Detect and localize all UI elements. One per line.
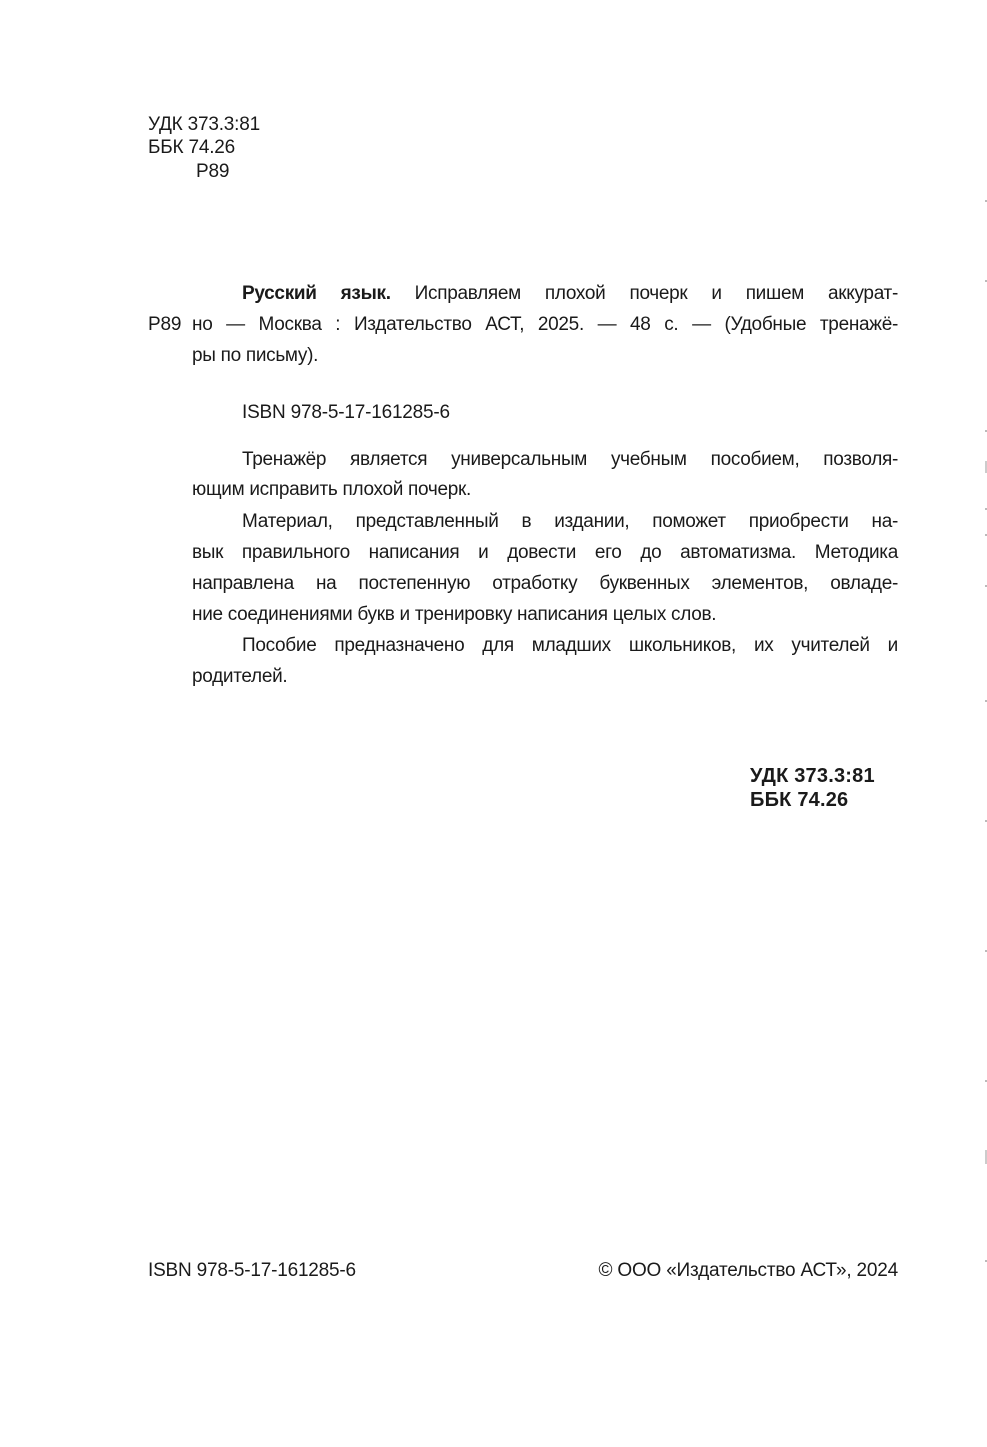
annotation-line: Пособие предназначено для младших школьников, их учителей и [242, 635, 898, 656]
footer-isbn: ISBN 978-5-17-161285-6 [148, 1260, 356, 1281]
annotation-line: вык правильного написания и довести его до автоматизма. Методика [192, 542, 898, 563]
udk-code-bottom: УДК 373.3:81 [750, 765, 875, 787]
annotation-line: Материал, представленный в издании, поможет приобрести на- [242, 511, 898, 532]
book-title: Русский язык. [242, 283, 391, 304]
annotation-line: Тренажёр является универсальным учебным пособием, позволя- [242, 449, 898, 470]
annotation-line: родителей. [192, 666, 288, 687]
footer-copyright: © ООО «Издательство АСТ», 2024 [598, 1260, 898, 1281]
bib-line-3: ры по письму). [192, 345, 319, 366]
udk-code-top: УДК 373.3:81 [148, 114, 260, 135]
bib-line-2: но — Москва : Издательство АСТ, 2025. — 48 с. — (Удобные тренажё- [192, 314, 898, 335]
author-sign-side: Р89 [148, 314, 182, 335]
author-sign-top: Р89 [196, 161, 230, 182]
isbn-main: ISBN 978-5-17-161285-6 [242, 402, 450, 423]
annotation-line: ющим исправить плохой почерк. [192, 479, 472, 500]
bib-line-1: Русский язык. Исправляем плохой почерк и пишем аккурат- [242, 283, 898, 304]
bbk-code-bottom: ББК 74.26 [750, 789, 849, 811]
annotation-line: ние соединениями букв и тренировку написания целых слов. [192, 604, 717, 625]
annotation-line: направлена на постепенную отработку буквенных элементов, овладе- [192, 573, 898, 594]
bbk-code-top: ББК 74.26 [148, 137, 236, 158]
